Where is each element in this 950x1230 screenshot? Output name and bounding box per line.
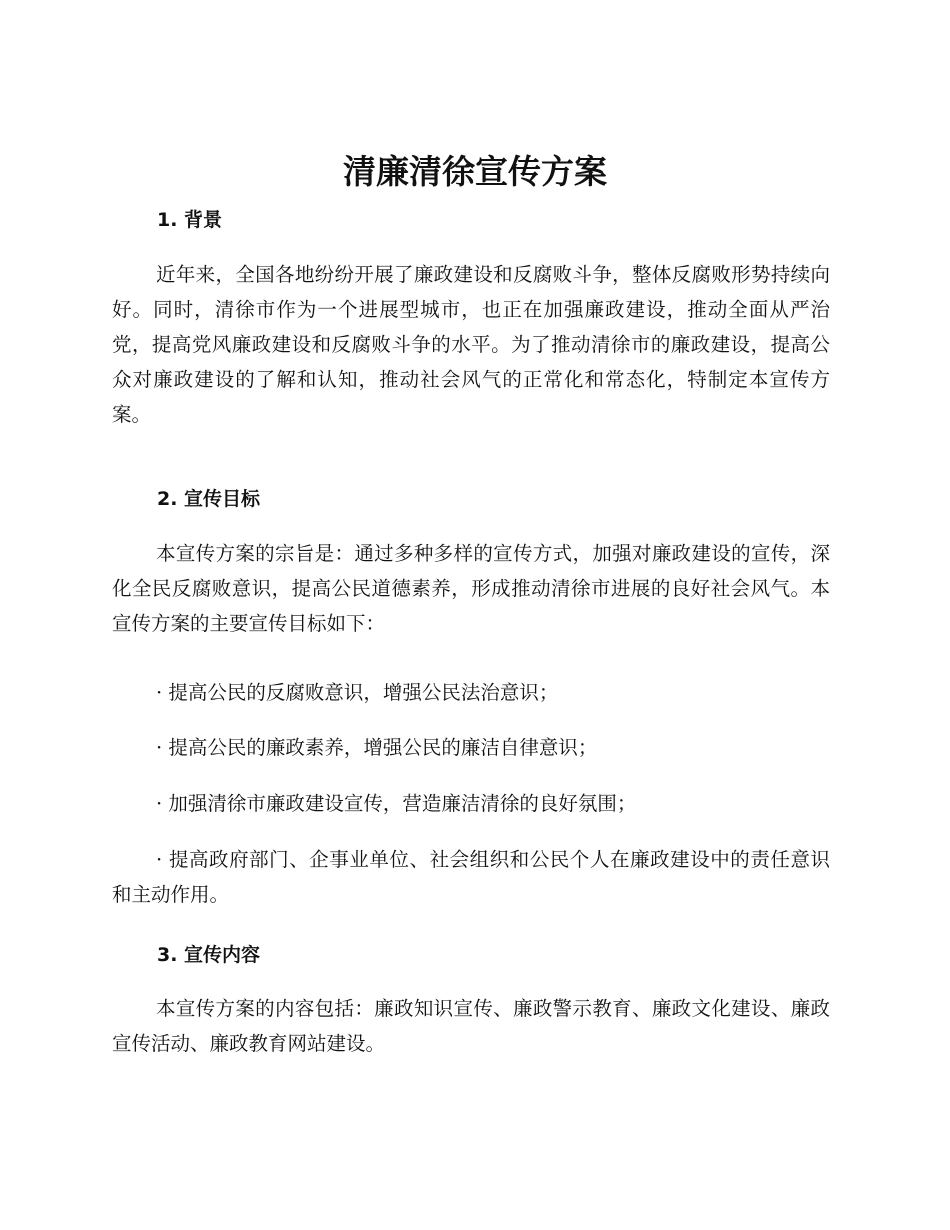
paragraph-goals: 本宣传方案的宗旨是：通过多种多样的宣传方式，加强对廉政建设的宣传，深化全民反腐败意识，提高公民道德素养，形成推动清徐市进展的良好社会风气。本宣传方案的主要宣传目标如下： [112,542,830,635]
document-title: 清廉清徐宣传方案 [343,152,607,191]
paragraph-background: 近年来，全国各地纷纷开展了廉政建设和反腐败斗争，整体反腐败形势持续向好。同时，清徐市作为一个进展型城市，也正在加强廉政建设，推动全面从严治党，提高党风廉政建设和反腐败斗争的水平。为了推动清徐市的廉政建设，提高公众对廉政建设的了解和认知，推动社会风气的正常化和常态化，特制定本宣传方案。 [112,263,830,426]
paragraph-content: 本宣传方案的内容包括：廉政知识宣传、廉政警示教育、廉政文化建设、廉政宣传活动、廉政教育网站建设。 [112,997,830,1055]
section-heading-goals: 2. 宣传目标 [157,488,261,510]
section-heading-content: 3. 宣传内容 [157,944,261,966]
section-heading-background: 1. 背景 [157,209,223,231]
goal-bullet-item: · 加强清徐市廉政建设宣传，营造廉洁清徐的良好氛围； [156,792,637,815]
goal-bullet-item: · 提高公民的反腐败意识，增强公民法治意识； [156,681,559,704]
goal-bullet-item: · 提高政府部门、企事业单位、社会组织和公民个人在廉政建设中的责任意识和主动作用。 [112,848,830,906]
goal-bullet-item: · 提高公民的廉政素养，增强公民的廉洁自律意识； [156,736,598,759]
